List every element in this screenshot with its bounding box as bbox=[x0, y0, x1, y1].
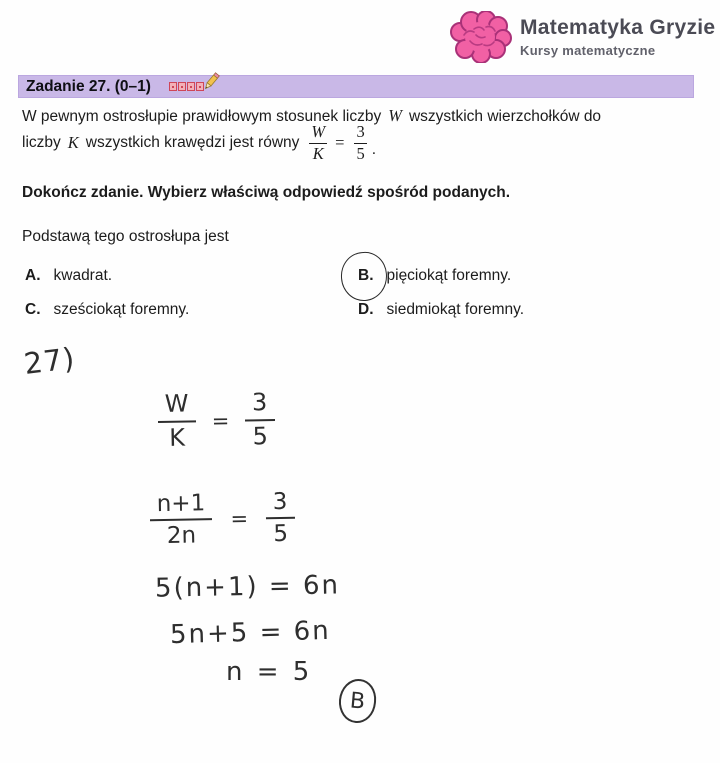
option-a bbox=[25, 267, 112, 285]
logo-title: Matematyka Gryzie bbox=[520, 16, 716, 39]
handwritten-fraction bbox=[245, 389, 275, 451]
fraction-denominator: 2n bbox=[166, 522, 197, 550]
handwritten-step-3: 5(n+1) = 6n bbox=[154, 570, 341, 604]
equals-sign: = bbox=[230, 506, 249, 532]
fraction-numerator: n+1 bbox=[149, 490, 212, 522]
question-stem: Podstawą tego ostrosłupa jest bbox=[22, 228, 229, 245]
option-letter: D. bbox=[358, 301, 374, 318]
fraction-numerator: 3 bbox=[245, 389, 275, 421]
handwritten-step-1 bbox=[157, 389, 275, 452]
option-text: siedmiokąt foremny. bbox=[386, 301, 525, 318]
handwritten-task-number: 27) bbox=[22, 341, 78, 381]
fraction-numerator: 3 bbox=[266, 489, 295, 520]
fraction-numerator: 3 bbox=[354, 123, 366, 143]
option-text: kwadrat. bbox=[53, 267, 113, 284]
fraction-denominator: K bbox=[169, 423, 186, 452]
task-title: Zadanie 27. (0–1) bbox=[26, 77, 151, 95]
math-var-w: W bbox=[388, 106, 402, 125]
option-d bbox=[358, 301, 524, 319]
problem-text: wszystkich krawędzi jest równy bbox=[85, 134, 300, 151]
printed-fraction-35 bbox=[354, 123, 366, 162]
problem-text: liczby bbox=[22, 134, 61, 151]
instruction-text: Dokończ zdanie. Wybierz właściwą odpowiedź spośród podanych. bbox=[22, 184, 511, 201]
problem-text: wszystkich wierzchołków do bbox=[408, 108, 602, 125]
fraction-numerator: W bbox=[309, 123, 327, 143]
option-letter: C. bbox=[25, 301, 41, 318]
final-answer-letter: B bbox=[348, 687, 367, 715]
option-text: sześciokąt foremny. bbox=[53, 301, 190, 318]
fraction-denominator: K bbox=[312, 143, 324, 163]
pencil-icon bbox=[201, 71, 221, 93]
equals-sign: = bbox=[335, 133, 345, 152]
ruler-icon bbox=[169, 82, 204, 91]
equals-sign: = bbox=[211, 408, 230, 433]
option-c bbox=[25, 301, 189, 319]
logo-subtitle: Kursy matematyczne bbox=[520, 43, 656, 58]
logo-text bbox=[520, 16, 715, 58]
brain-icon bbox=[448, 11, 512, 63]
option-b bbox=[358, 267, 511, 285]
printed-fraction-wk bbox=[309, 123, 327, 162]
option-text: pięciokąt foremny. bbox=[386, 267, 512, 284]
handwritten-step-2 bbox=[149, 489, 295, 550]
task-header-bar bbox=[18, 75, 694, 98]
handwritten-step-4: 5n+5 = 6n bbox=[169, 615, 332, 651]
option-letter: B. bbox=[358, 267, 374, 284]
problem-line-2 bbox=[22, 121, 376, 165]
handwritten-step-5: n = 5 bbox=[226, 657, 313, 687]
problem-text: W pewnym ostrosłupie prawidłowym stosunek liczby bbox=[22, 108, 382, 125]
handwritten-fraction bbox=[266, 489, 296, 548]
math-var-k: K bbox=[67, 133, 79, 152]
fraction-denominator: 5 bbox=[252, 421, 269, 450]
handwritten-fraction bbox=[157, 390, 196, 452]
handwritten-fraction bbox=[149, 490, 213, 550]
logo bbox=[448, 11, 715, 63]
final-answer-circle bbox=[337, 677, 378, 724]
fraction-denominator: 5 bbox=[273, 521, 289, 548]
option-letter: A. bbox=[25, 267, 41, 284]
fraction-denominator: 5 bbox=[356, 143, 365, 163]
fraction-numerator: W bbox=[157, 390, 195, 422]
sentence-period: . bbox=[371, 141, 377, 158]
